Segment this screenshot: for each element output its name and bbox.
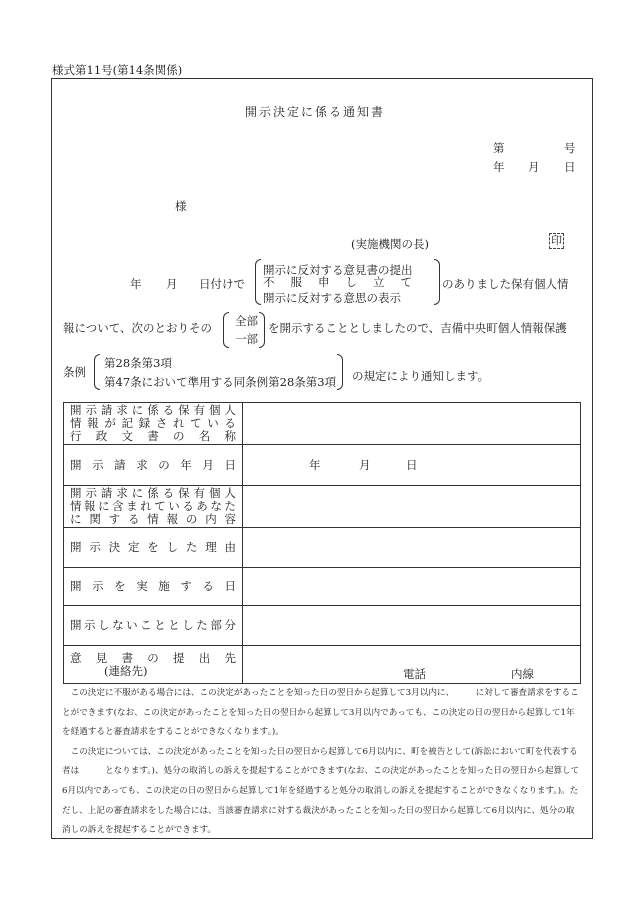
para2-tail: を開示することとしましたので、吉備中央町個人情報保護 xyxy=(268,321,567,335)
value-submission-contact[interactable] xyxy=(243,646,581,684)
sender-title: (実施機関の長) xyxy=(351,237,429,251)
label-submission-contact xyxy=(64,646,243,684)
addressee-suffix: 様 xyxy=(175,199,187,213)
para3-tail: の規定により通知します。 xyxy=(352,369,490,383)
number-suffix: 号 xyxy=(564,141,576,155)
para1-option-3: 開示に反対する意思の表示 xyxy=(263,291,401,305)
label-disclosure-date xyxy=(64,568,243,606)
label-request-date xyxy=(64,445,243,486)
para1-option-1: 開示に反対する意見書の提出 xyxy=(263,263,413,277)
label-line: 意 見 書 の 提 出 先 xyxy=(70,650,236,665)
label-line: 情 報 に 含 ま れ て い る あ な た xyxy=(70,499,236,513)
para1-month: 月 xyxy=(166,277,178,291)
form-number-label: 様式第11号(第14条関係) xyxy=(52,63,183,77)
request-info-table xyxy=(63,402,581,684)
table-row xyxy=(64,606,581,646)
label-decision-reason xyxy=(64,528,243,568)
label-line: 開 示 請 求 に 係 る 保 有 個 人 xyxy=(70,486,236,500)
para1-date-suffix: 日付けで xyxy=(199,277,245,291)
note-appeal: この決定に不服がある場合には、この決定があったことを知った日の翌日から起算して3月以内に、 に対して審査請求をすることができます(なお、この決定があったことを知った日の翌日から起算して3月以内であっても、この決定の日の翌日から起算して1年を経過すると審査請求をすることができなくなります。)。 xyxy=(62,688,579,738)
table-row xyxy=(64,403,581,445)
extension-label: 内線 xyxy=(511,667,534,681)
table-row xyxy=(64,568,581,606)
table-row xyxy=(64,528,581,568)
para2-bracket-close xyxy=(259,312,265,348)
request-date-year: 年 xyxy=(309,458,321,472)
value-decision-reason[interactable] xyxy=(243,528,581,568)
para3-bracket-open xyxy=(94,354,100,390)
phone-label: 電話 xyxy=(403,667,426,681)
para2-option-1: 全部 xyxy=(235,314,258,328)
date-year-label: 年 xyxy=(493,160,505,174)
request-date-month: 月 xyxy=(359,458,371,472)
request-date-day: 日 xyxy=(406,458,418,472)
label-line: に 関 す る 情 報 の 内 容 xyxy=(70,512,236,526)
para3-option-1: 第28条第3項 xyxy=(104,356,172,370)
notes-section xyxy=(62,684,582,841)
value-request-date[interactable] xyxy=(243,445,581,486)
para2-option-2: 一部 xyxy=(235,332,258,346)
label-line: (連絡先) xyxy=(104,663,148,678)
para3-bracket-close xyxy=(337,354,343,390)
seal-box: 印 xyxy=(551,234,562,247)
label-line: 開 示 決 定 を し た 理 由 xyxy=(70,540,236,554)
para1-option-2 xyxy=(263,276,435,289)
label-info-content xyxy=(64,486,243,528)
value-document-name[interactable] xyxy=(243,403,581,445)
para3-option-2: 第47条において準用する同条例第28条第3項 xyxy=(104,375,337,389)
date-day-label: 日 xyxy=(564,160,576,174)
number-prefix: 第 xyxy=(493,141,505,155)
document-title: 開示決定に係る通知書 xyxy=(244,105,385,119)
para1-bracket-open xyxy=(255,259,261,305)
value-disclosure-date[interactable] xyxy=(243,568,581,606)
table-row xyxy=(64,445,581,486)
label-line: 開 示 を 実 施 す る 日 xyxy=(70,579,236,593)
label-line: 行 政 文 書 の 名 称 xyxy=(70,429,236,443)
note-lawsuit: この決定については、この決定があったことを知った日の翌日から起算して6月以内に、町を被告として(訴訟において町を代表する者は となります。)、処分の取消しの訴えを提起することができます(なお、この決定があったことを知った日の翌日から起算して6月以内であっても、この決定の日の翌日から起算して1年を経過すると処分の取消しの訴えを提起することができなくなります。)。ただし、上記の審査請求をした場合には、当該審査請求に対する裁決があったことを知った日の翌日から起算して6月以内に、処分の取消しの訴えを提起することができます。 xyxy=(62,746,580,836)
label-line: 情 報 が 記 録 さ れ て い る xyxy=(70,416,236,430)
para2-head: 報について、次のとおりその xyxy=(63,321,213,335)
label-line: 開 示 請 求 に 係 る 保 有 個 人 xyxy=(70,403,236,417)
value-nondisclosed-part[interactable] xyxy=(243,606,581,646)
table-row xyxy=(64,646,581,684)
para1-bracket-close xyxy=(434,259,440,305)
label-document-name xyxy=(64,403,243,445)
table-row xyxy=(64,486,581,528)
para3-head: 条例 xyxy=(63,365,86,379)
value-info-content[interactable] xyxy=(243,486,581,528)
label-line: 開 示 し な い こ と と し た 部 分 xyxy=(70,618,236,632)
label-nondisclosed-part xyxy=(64,606,243,646)
para1-option-2-text: 不服申し立て xyxy=(263,275,428,289)
date-month-label: 月 xyxy=(528,160,540,174)
para1-tail: のありました保有個人情 xyxy=(442,277,569,291)
para2-bracket-open xyxy=(223,312,229,348)
para1-year: 年 xyxy=(130,277,142,291)
label-line: 開 示 請 求 の 年 月 日 xyxy=(70,457,236,472)
